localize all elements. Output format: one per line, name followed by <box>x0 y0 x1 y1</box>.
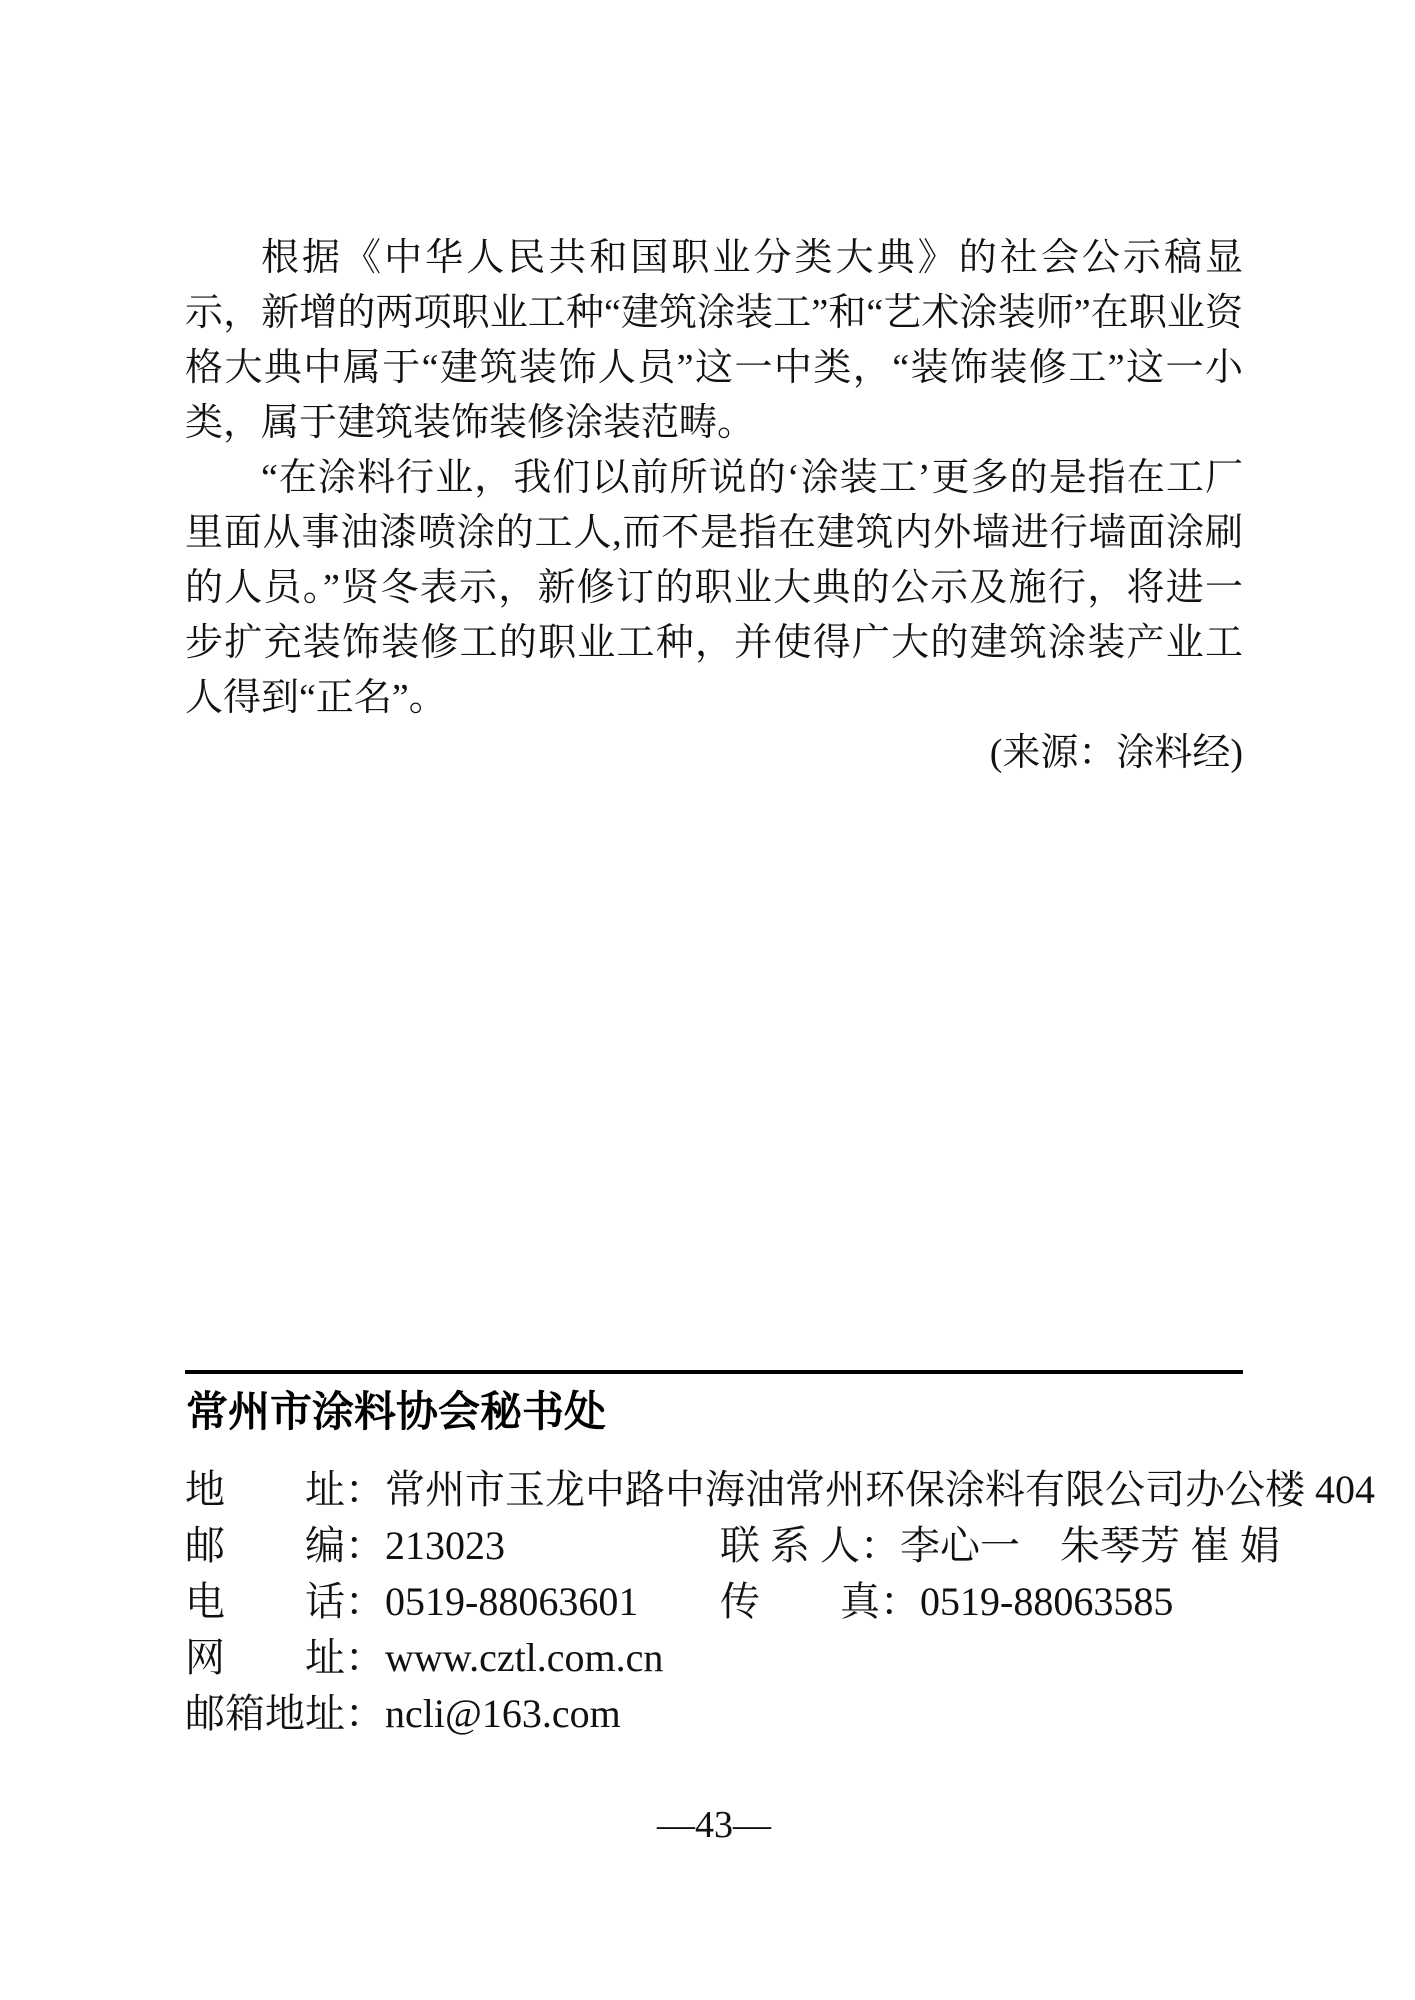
contact-row-zip-contacts <box>185 1518 1280 1574</box>
article-body <box>185 231 1243 781</box>
contact-row-phone-fax <box>185 1574 1243 1630</box>
email-value: ncli@163.com <box>385 1691 621 1736</box>
footer-heading: 常州市涂料协会秘书处 <box>186 1388 607 1435</box>
address-value: 常州市玉龙中路中海油常州环保涂料有限公司办公楼 404 <box>385 1467 1375 1512</box>
fax-value: 0519-88063585 <box>920 1579 1174 1624</box>
contact-person-value: 李心一 朱琴芳 崔 娟 <box>900 1523 1280 1568</box>
contact-person-label: 联 系 人： <box>720 1523 900 1568</box>
zip-label: 邮 编： <box>185 1523 385 1568</box>
zip-value: 213023 <box>385 1523 505 1568</box>
address-label: 地 址： <box>185 1467 385 1512</box>
divider-line <box>185 1370 1243 1374</box>
paragraph-2: “在涂料行业，我们以前所说的‘涂装工’更多的是指在工厂里面从事油漆喷涂的工人,而不是指在建筑内外墙进行墙面涂刷的人员。”贤冬表示，新修订的职业大典的公示及施行，将进一步扩充装饰装修工的职业工种，并使得广大的建筑涂装产业工人得到“正名”。 <box>185 457 1243 719</box>
page-number: —43— <box>657 1804 771 1846</box>
source-note: (来源：涂料经) <box>989 732 1243 774</box>
contact-row-address <box>185 1462 1375 1518</box>
contact-info-block <box>185 1462 1375 1742</box>
phone-value: 0519-88063601 <box>385 1579 639 1624</box>
website-label: 网 址： <box>185 1635 385 1680</box>
phone-label: 电 话： <box>185 1579 385 1624</box>
paragraph-1: 根据《中华人民共和国职业分类大典》的社会公示稿显示，新增的两项职业工种“建筑涂装工”和“艺术涂装师”在职业资格大典中属于“建筑装饰人员”这一中类，“装饰装修工”这一小类，属于建筑装饰装修涂装范畴。 <box>185 237 1243 444</box>
contact-row-website <box>185 1630 1243 1686</box>
contact-row-email <box>185 1686 1243 1742</box>
email-label: 邮箱地址： <box>185 1691 385 1736</box>
fax-label: 传 真： <box>720 1579 920 1624</box>
website-value: www.cztl.com.cn <box>385 1635 664 1680</box>
